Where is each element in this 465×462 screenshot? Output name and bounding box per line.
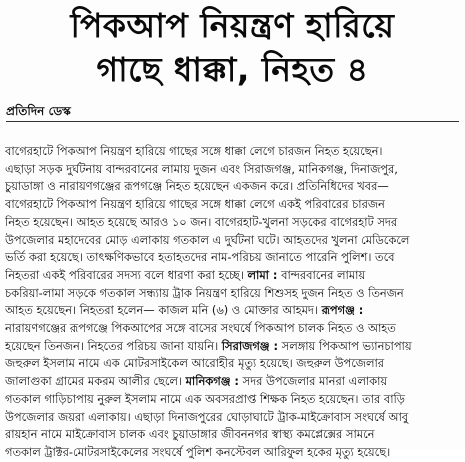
body-text: জালাগুকা গ্রামের মকরম আলীর ছেলে। xyxy=(5,374,186,389)
body-text: হয়েছেন তিনজন। নিহতের পরিচয় জানা যায়নি। xyxy=(5,338,222,353)
body-text: বান্দরবানের লামায় xyxy=(277,267,366,282)
body-text: চুয়াডাঙ্গা ও নারায়ণগঞ্জের রূপগঞ্জে নিহত হয়েছেন একজন করে। প্রতিনিধিদের খবর— xyxy=(5,179,389,194)
headline-line-2: গাছে ধাক্কা, নিহত ৪ xyxy=(96,50,369,89)
byline: প্রতিদিন ডেস্ক xyxy=(6,104,71,118)
body-line xyxy=(5,409,460,427)
body-text: নিহত হয়েছেন। আহত হয়েছে আরও ১০ জন। বাগেরহাট-খুলনা সড়কের বাগেরহাট সদর xyxy=(5,214,398,229)
headline-line-1: পিকআপ নিয়ন্ত্রণ হারিয়ে xyxy=(70,6,395,45)
body-line xyxy=(5,143,460,161)
location-label: সিরাজগঞ্জ : xyxy=(221,338,279,353)
body-text: সলঙ্গায় পিকআপ ভ্যানচাপায় xyxy=(278,338,412,353)
body-text: ভর্তি করা হয়েছে। তাৎক্ষণিকভাবে হতাহতদের নাম-পরিচয় জানাতে পারেনি পুলিশ। তবে xyxy=(5,250,395,265)
body-text: সদর উপজেলার মানরা এলাকায় xyxy=(238,374,388,389)
body-text: নারায়ণগঞ্জের রূপগঞ্জে পিকআপের সঙ্গে বাসের সংঘর্ষে পিকআপ চালক নিহত ও আহত xyxy=(5,321,396,336)
body-line xyxy=(5,161,460,179)
body-text: গতকাল ট্রাক্টর-মোটরসাইকেলের সংঘর্ষে পুলিশ কনস্টেবল আরিফুল হকের মৃত্যু হয়েছে। xyxy=(5,444,391,459)
body-line xyxy=(5,302,460,320)
body-text: এছাড়া সড়ক দুর্ঘটনায় বান্দরবানের লামায় দুজন এবং সিরাজগঞ্জ, মানিকগঞ্জ, দিনাজপুর, xyxy=(5,161,398,176)
body-line xyxy=(5,338,460,356)
body-text: রায়হান নামে মাইক্রোবাস চালক এবং চুয়াডাঙ্গার জীবননগর স্বাস্থ্য কমপ্লেক্সের সামনে xyxy=(5,427,375,442)
body-line xyxy=(5,178,460,196)
body-text: আহত হয়েছেন। নিহতরা হলেন— কাজল মনি (৬) ও মোক্তার আহমদ। xyxy=(5,303,322,318)
body-text: উপজেলার জয়রা এলাকায়। এছাড়া দিনাজপুরের ঘোড়াঘাটে ট্রাক-মাইক্রোবাস সংঘর্ষে আবু xyxy=(5,409,409,424)
body-line xyxy=(5,426,460,444)
body-text: চকরিয়া-লামা সড়কে গতকাল সন্ধ্যায় ট্রাক নিয়ন্ত্রণ হারিয়ে শিশুসহ দুজন নিহত ও তিনজন xyxy=(5,285,404,300)
body-line xyxy=(5,320,460,338)
location-label: রূপগঞ্জ : xyxy=(321,303,364,318)
body-line xyxy=(5,444,460,462)
body-text: জহুরুল ইসলাম নামে এক মোটরসাইকেল আরোহীর মৃত্যু হয়েছে। জহুরুল উপজেলার xyxy=(5,356,385,371)
body-line xyxy=(5,355,460,373)
location-label: লামা : xyxy=(247,267,278,282)
body-text: গতকাল গাড়িচাপায় নুরুল ইসলাম নামে এক অবসরপ্রাপ্ত শিক্ষক নিহত হয়েছেন। তার বাড়ি xyxy=(5,391,405,406)
body-line xyxy=(5,285,460,303)
location-label: মানিকগঞ্জ : xyxy=(185,374,239,389)
article-body xyxy=(5,143,460,462)
body-line xyxy=(5,373,460,391)
body-text: বাগেরহাটে পিকআপ নিয়ন্ত্রণ হারিয়ে গাছের সঙ্গে ধাক্কা লেগে চারজন নিহত হয়েছেন। xyxy=(5,144,383,158)
body-line xyxy=(5,214,460,232)
body-line xyxy=(5,196,460,214)
divider xyxy=(6,121,459,122)
body-text: নিহতরা একই পরিবারের সদস্য বলে ধারণা করা হচ্ছে। xyxy=(5,267,248,282)
body-text: উপজেলার মহাদেবের মোড় এলাকায় গতকাল এ দুর্ঘটনা ঘটে। আহতদের খুলনা মেডিকেলে xyxy=(5,232,410,247)
body-line xyxy=(5,249,460,267)
body-line xyxy=(5,232,460,250)
body-text: বাগেরহাটে পিকআপ নিয়ন্ত্রণ হারিয়ে গাছের সঙ্গে ধাক্কা লেগে একই পরিবারের চারজন xyxy=(5,197,385,212)
headline xyxy=(0,0,465,92)
body-line xyxy=(5,267,460,285)
body-line xyxy=(5,391,460,409)
